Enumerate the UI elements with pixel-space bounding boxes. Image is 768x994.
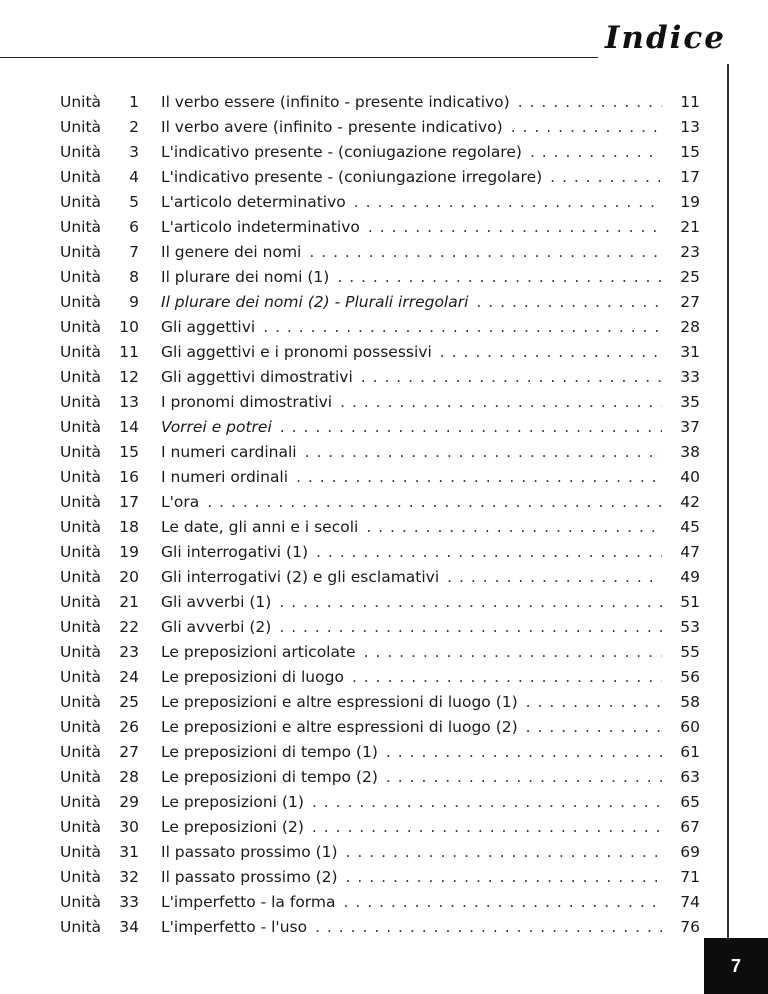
toc-unit-number: 34 bbox=[119, 918, 139, 936]
toc-topic: Gli aggettivi bbox=[161, 318, 256, 336]
toc-topic: Le preposizioni di tempo (1) bbox=[161, 743, 378, 761]
toc-entry[interactable] bbox=[60, 240, 700, 265]
toc-dot-leader bbox=[340, 390, 662, 415]
toc-entry[interactable] bbox=[60, 415, 700, 440]
toc-unit-label: Unità bbox=[60, 118, 102, 136]
toc-entry[interactable] bbox=[60, 490, 700, 515]
toc-page-number: 65 bbox=[680, 793, 700, 811]
toc-unit-label: Unità bbox=[60, 793, 102, 811]
toc-topic: Il plurare dei nomi (1) bbox=[161, 268, 330, 286]
toc-entry[interactable] bbox=[60, 865, 700, 890]
toc-unit-number: 8 bbox=[129, 268, 139, 286]
toc-unit-number: 9 bbox=[129, 293, 139, 311]
toc-dot-leader bbox=[526, 715, 662, 740]
toc-entry[interactable] bbox=[60, 790, 700, 815]
toc-entry[interactable] bbox=[60, 740, 700, 765]
toc-unit-number: 22 bbox=[119, 618, 139, 636]
toc-dot-leader bbox=[337, 265, 662, 290]
toc-unit-label: Unità bbox=[60, 693, 102, 711]
toc-page-number: 33 bbox=[680, 368, 700, 386]
toc-dot-leader bbox=[518, 90, 662, 115]
toc-page-number: 15 bbox=[680, 143, 700, 161]
toc-page-number: 74 bbox=[680, 893, 700, 911]
table-of-contents bbox=[60, 90, 700, 940]
toc-unit-number: 23 bbox=[119, 643, 139, 661]
toc-entry[interactable] bbox=[60, 815, 700, 840]
toc-dot-leader bbox=[312, 790, 662, 815]
toc-unit-number: 11 bbox=[119, 343, 139, 361]
toc-topic: L'indicativo presente - (coniugazione regolare) bbox=[161, 143, 522, 161]
toc-dot-leader bbox=[263, 315, 662, 340]
toc-unit-label: Unità bbox=[60, 443, 102, 461]
toc-unit-label: Unità bbox=[60, 293, 102, 311]
toc-unit-label: Unità bbox=[60, 318, 102, 336]
toc-unit-label: Unità bbox=[60, 393, 102, 411]
toc-dot-leader bbox=[476, 290, 662, 315]
toc-dot-leader bbox=[386, 765, 662, 790]
toc-dot-leader bbox=[279, 615, 662, 640]
toc-unit-number: 3 bbox=[129, 143, 139, 161]
toc-page-number: 69 bbox=[680, 843, 700, 861]
toc-topic: Gli aggettivi dimostrativi bbox=[161, 368, 353, 386]
toc-dot-leader bbox=[440, 340, 662, 365]
toc-entry[interactable] bbox=[60, 515, 700, 540]
toc-entry[interactable] bbox=[60, 190, 700, 215]
toc-unit-number: 16 bbox=[119, 468, 139, 486]
toc-topic: Gli interrogativi (2) e gli esclamativi bbox=[161, 568, 440, 586]
toc-topic: Il passato prossimo (1) bbox=[161, 843, 338, 861]
toc-page-number: 47 bbox=[680, 543, 700, 561]
page-number-badge bbox=[704, 938, 768, 994]
toc-entry[interactable] bbox=[60, 90, 700, 115]
toc-topic: Gli aggettivi e i pronomi possessivi bbox=[161, 343, 432, 361]
toc-unit-number: 12 bbox=[119, 368, 139, 386]
toc-unit-label: Unità bbox=[60, 718, 102, 736]
toc-dot-leader bbox=[346, 840, 662, 865]
toc-entry[interactable] bbox=[60, 615, 700, 640]
toc-unit-number: 10 bbox=[119, 318, 139, 336]
toc-entry[interactable] bbox=[60, 640, 700, 665]
toc-dot-leader bbox=[526, 690, 662, 715]
toc-unit-label: Unità bbox=[60, 493, 102, 511]
toc-page-number: 63 bbox=[680, 768, 700, 786]
toc-unit-number: 31 bbox=[119, 843, 139, 861]
toc-page-number: 60 bbox=[680, 718, 700, 736]
toc-entry[interactable] bbox=[60, 540, 700, 565]
toc-unit-number: 13 bbox=[119, 393, 139, 411]
toc-page-number: 55 bbox=[680, 643, 700, 661]
toc-unit-label: Unità bbox=[60, 343, 102, 361]
toc-topic: I pronomi dimostrativi bbox=[161, 393, 333, 411]
toc-page-number: 13 bbox=[680, 118, 700, 136]
toc-dot-leader bbox=[316, 540, 662, 565]
toc-entry[interactable] bbox=[60, 840, 700, 865]
toc-unit-number: 5 bbox=[129, 193, 139, 211]
toc-dot-leader bbox=[312, 815, 662, 840]
toc-topic: Le preposizioni (2) bbox=[161, 818, 304, 836]
toc-page-number: 45 bbox=[680, 518, 700, 536]
toc-entry[interactable] bbox=[60, 165, 700, 190]
toc-entry[interactable] bbox=[60, 365, 700, 390]
toc-unit-number: 25 bbox=[119, 693, 139, 711]
toc-topic: L'ora bbox=[161, 493, 200, 511]
toc-dot-leader bbox=[364, 640, 662, 665]
toc-topic: Il genere dei nomi bbox=[161, 243, 302, 261]
toc-topic: Gli avverbi (2) bbox=[161, 618, 272, 636]
page-title: Indice bbox=[604, 20, 726, 56]
toc-topic: Vorrei e potrei bbox=[161, 418, 272, 436]
toc-dot-leader bbox=[344, 890, 663, 915]
toc-unit-label: Unità bbox=[60, 818, 102, 836]
toc-entry[interactable] bbox=[60, 390, 700, 415]
toc-topic: I numeri ordinali bbox=[161, 468, 289, 486]
toc-entry[interactable] bbox=[60, 590, 700, 615]
toc-unit-label: Unità bbox=[60, 468, 102, 486]
toc-topic: Gli avverbi (1) bbox=[161, 593, 272, 611]
header-rule bbox=[0, 57, 598, 58]
toc-page-number: 56 bbox=[680, 668, 700, 686]
toc-dot-leader bbox=[366, 515, 662, 540]
toc-page-number: 40 bbox=[680, 468, 700, 486]
toc-topic: Il passato prossimo (2) bbox=[161, 868, 338, 886]
toc-unit-number: 18 bbox=[119, 518, 139, 536]
toc-page-number: 11 bbox=[680, 93, 700, 111]
toc-unit-label: Unità bbox=[60, 168, 102, 186]
toc-topic: Le preposizioni articolate bbox=[161, 643, 356, 661]
toc-unit-label: Unità bbox=[60, 918, 102, 936]
toc-unit-number: 32 bbox=[119, 868, 139, 886]
toc-unit-number: 19 bbox=[119, 543, 139, 561]
toc-dot-leader bbox=[368, 215, 662, 240]
toc-unit-number: 27 bbox=[119, 743, 139, 761]
toc-dot-leader bbox=[447, 565, 662, 590]
toc-unit-number: 28 bbox=[119, 768, 139, 786]
toc-unit-number: 33 bbox=[119, 893, 139, 911]
toc-unit-label: Unità bbox=[60, 618, 102, 636]
toc-entry[interactable] bbox=[60, 265, 700, 290]
toc-unit-label: Unità bbox=[60, 543, 102, 561]
toc-unit-number: 30 bbox=[119, 818, 139, 836]
toc-entry[interactable] bbox=[60, 765, 700, 790]
toc-unit-number: 21 bbox=[119, 593, 139, 611]
toc-page-number: 42 bbox=[680, 493, 700, 511]
toc-unit-number: 2 bbox=[129, 118, 139, 136]
toc-unit-label: Unità bbox=[60, 143, 102, 161]
toc-topic: Le preposizioni e altre espressioni di luogo (2) bbox=[161, 718, 518, 736]
toc-dot-leader bbox=[279, 590, 662, 615]
toc-unit-number: 6 bbox=[129, 218, 139, 236]
toc-entry[interactable] bbox=[60, 915, 700, 940]
toc-page-number: 37 bbox=[680, 418, 700, 436]
toc-entry[interactable] bbox=[60, 440, 700, 465]
toc-dot-leader bbox=[550, 165, 662, 190]
toc-unit-label: Unità bbox=[60, 268, 102, 286]
toc-page-number: 76 bbox=[680, 918, 700, 936]
toc-topic: Le preposizioni (1) bbox=[161, 793, 304, 811]
toc-entry[interactable] bbox=[60, 140, 700, 165]
toc-page-number: 38 bbox=[680, 443, 700, 461]
toc-dot-leader bbox=[305, 440, 662, 465]
toc-dot-leader bbox=[386, 740, 662, 765]
toc-unit-label: Unità bbox=[60, 768, 102, 786]
toc-page-number: 67 bbox=[680, 818, 700, 836]
toc-page-number: 21 bbox=[680, 218, 700, 236]
toc-unit-label: Unità bbox=[60, 418, 102, 436]
toc-topic: Il verbo avere (infinito - presente indicativo) bbox=[161, 118, 503, 136]
toc-unit-label: Unità bbox=[60, 218, 102, 236]
toc-topic: Gli interrogativi (1) bbox=[161, 543, 308, 561]
toc-entry[interactable] bbox=[60, 690, 700, 715]
toc-unit-number: 29 bbox=[119, 793, 139, 811]
toc-dot-leader bbox=[309, 240, 662, 265]
toc-dot-leader bbox=[315, 915, 662, 940]
toc-dot-leader bbox=[530, 140, 662, 165]
toc-unit-number: 4 bbox=[129, 168, 139, 186]
toc-topic: Le preposizioni di tempo (2) bbox=[161, 768, 378, 786]
page-number: 7 bbox=[730, 955, 741, 976]
toc-page-number: 61 bbox=[680, 743, 700, 761]
toc-page-number: 27 bbox=[680, 293, 700, 311]
toc-unit-number: 17 bbox=[119, 493, 139, 511]
toc-page-number: 17 bbox=[680, 168, 700, 186]
toc-page-number: 31 bbox=[680, 343, 700, 361]
toc-topic: L'indicativo presente - (coniungazione irregolare) bbox=[161, 168, 543, 186]
toc-unit-label: Unità bbox=[60, 193, 102, 211]
toc-entry[interactable] bbox=[60, 465, 700, 490]
toc-page-number: 71 bbox=[680, 868, 700, 886]
toc-topic: Le preposizioni di luogo bbox=[161, 668, 344, 686]
toc-unit-number: 26 bbox=[119, 718, 139, 736]
toc-topic: I numeri cardinali bbox=[161, 443, 297, 461]
toc-page-number: 49 bbox=[680, 568, 700, 586]
toc-topic: Le preposizioni e altre espressioni di luogo (1) bbox=[161, 693, 518, 711]
toc-entry[interactable] bbox=[60, 565, 700, 590]
toc-page-number: 51 bbox=[680, 593, 700, 611]
toc-page-number: 35 bbox=[680, 393, 700, 411]
toc-entry[interactable] bbox=[60, 715, 700, 740]
toc-topic: L'imperfetto - la forma bbox=[161, 893, 336, 911]
toc-unit-number: 24 bbox=[119, 668, 139, 686]
toc-unit-label: Unità bbox=[60, 843, 102, 861]
toc-unit-label: Unità bbox=[60, 668, 102, 686]
toc-entry[interactable] bbox=[60, 890, 700, 915]
toc-unit-label: Unità bbox=[60, 643, 102, 661]
toc-page-number: 53 bbox=[680, 618, 700, 636]
toc-page-number: 19 bbox=[680, 193, 700, 211]
toc-dot-leader bbox=[280, 415, 662, 440]
toc-dot-leader bbox=[207, 490, 662, 515]
toc-topic: Il verbo essere (infinito - presente indicativo) bbox=[161, 93, 510, 111]
toc-topic: Il plurare dei nomi (2) - Plurali irregolari bbox=[161, 293, 469, 311]
toc-entry[interactable] bbox=[60, 115, 700, 140]
toc-entry[interactable] bbox=[60, 340, 700, 365]
toc-unit-label: Unità bbox=[60, 93, 102, 111]
toc-unit-label: Unità bbox=[60, 743, 102, 761]
toc-page-number: 25 bbox=[680, 268, 700, 286]
toc-page-number: 28 bbox=[680, 318, 700, 336]
toc-topic: Le date, gli anni e i secoli bbox=[161, 518, 359, 536]
toc-unit-label: Unità bbox=[60, 868, 102, 886]
toc-unit-number: 1 bbox=[129, 93, 139, 111]
toc-entry[interactable] bbox=[60, 665, 700, 690]
toc-page-number: 58 bbox=[680, 693, 700, 711]
toc-dot-leader bbox=[361, 365, 662, 390]
toc-unit-label: Unità bbox=[60, 893, 102, 911]
toc-unit-label: Unità bbox=[60, 368, 102, 386]
toc-unit-number: 14 bbox=[119, 418, 139, 436]
toc-unit-label: Unità bbox=[60, 518, 102, 536]
toc-dot-leader bbox=[296, 465, 662, 490]
toc-topic: L'articolo determinativo bbox=[161, 193, 346, 211]
toc-entry[interactable] bbox=[60, 315, 700, 340]
toc-dot-leader bbox=[354, 190, 662, 215]
toc-entry[interactable] bbox=[60, 215, 700, 240]
toc-unit-number: 20 bbox=[119, 568, 139, 586]
toc-unit-number: 15 bbox=[119, 443, 139, 461]
margin-rule bbox=[727, 64, 729, 940]
toc-unit-label: Unità bbox=[60, 568, 102, 586]
toc-dot-leader bbox=[352, 665, 662, 690]
toc-unit-number: 7 bbox=[129, 243, 139, 261]
toc-topic: L'imperfetto - l'uso bbox=[161, 918, 308, 936]
toc-unit-label: Unità bbox=[60, 593, 102, 611]
toc-dot-leader bbox=[346, 865, 662, 890]
toc-unit-label: Unità bbox=[60, 243, 102, 261]
toc-entry[interactable] bbox=[60, 290, 700, 315]
toc-topic: L'articolo indeterminativo bbox=[161, 218, 360, 236]
toc-dot-leader bbox=[511, 115, 662, 140]
toc-page-number: 23 bbox=[680, 243, 700, 261]
